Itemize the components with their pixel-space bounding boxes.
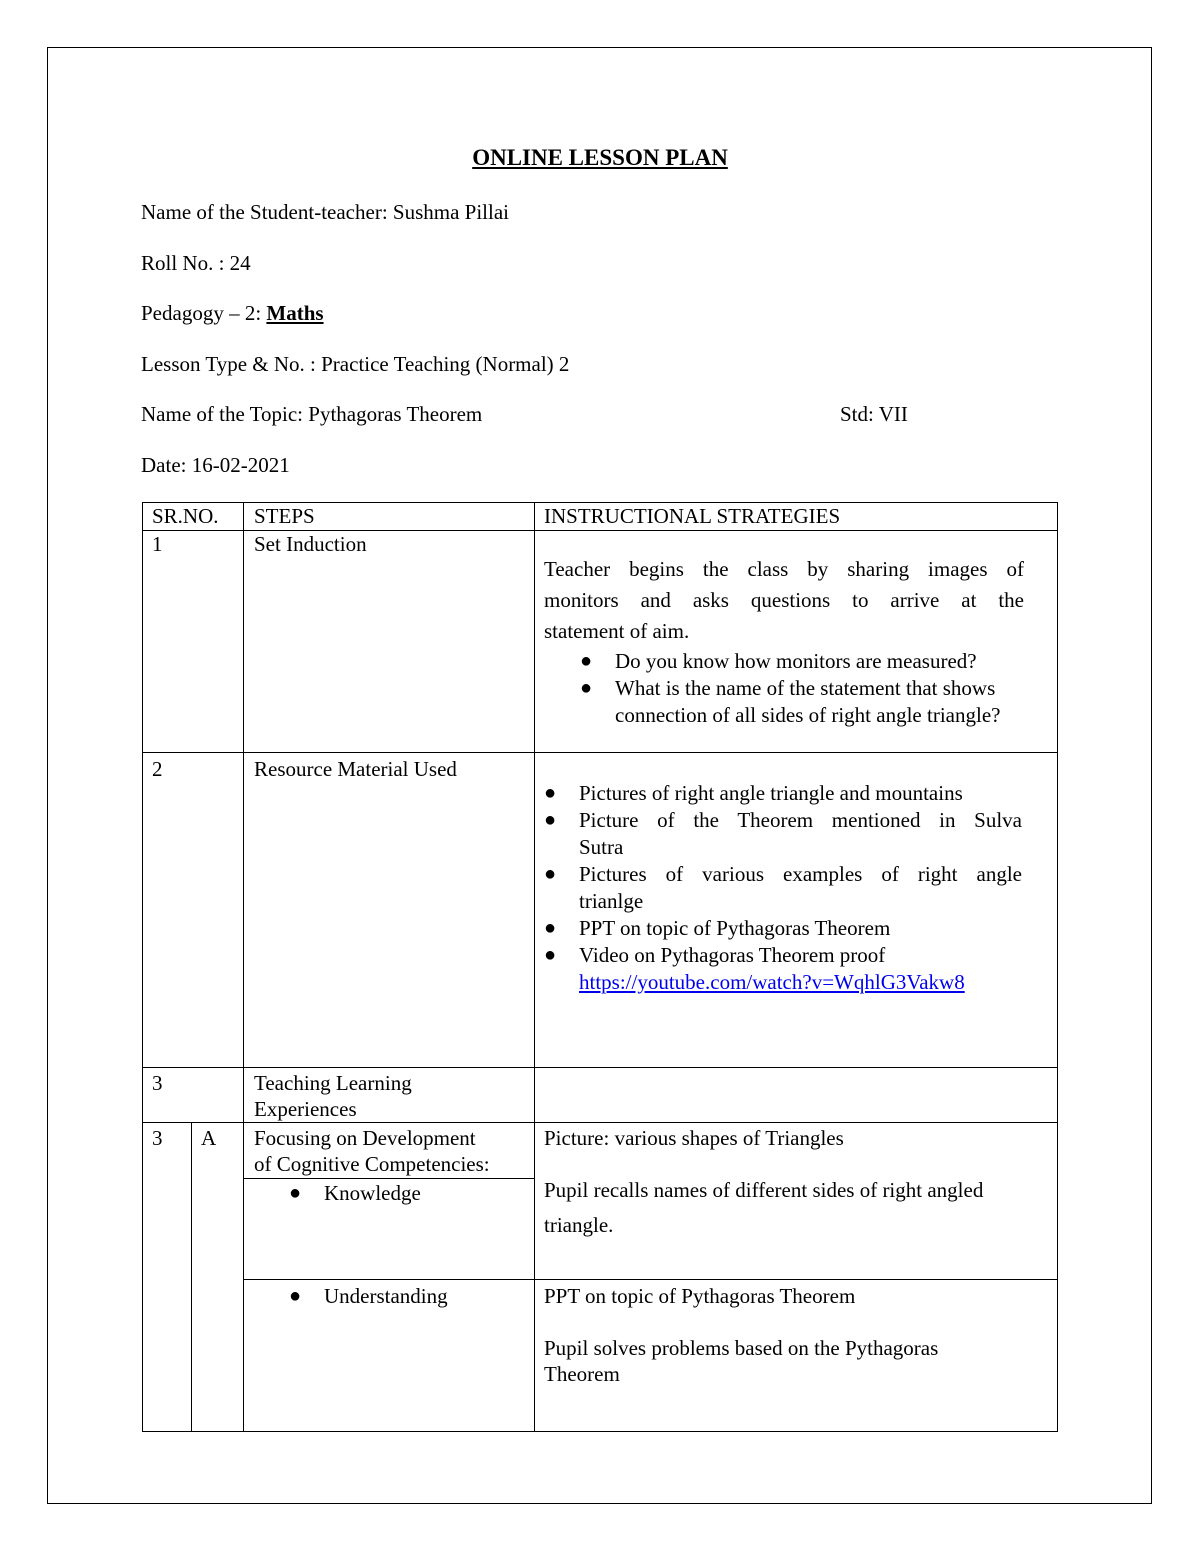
roll-no-line: Roll No. : 24 [141,251,251,275]
row3a-sub: A [201,1126,217,1150]
pedagogy-subject: Maths [266,301,324,325]
topic-line: Name of the Topic: Pythagoras Theorem [141,402,483,426]
row2-border [142,1067,1058,1068]
knowledge-row-border [243,1279,1058,1280]
row1-para-line: Teacher begins the class by sharing images of [544,557,1024,581]
page-title: ONLINE LESSON PLAN [472,145,728,170]
row1-bullets [580,648,1050,729]
bullet-icon: ● [544,782,557,804]
header-strategies: INSTRUCTIONAL STRATEGIES [544,504,841,528]
std-line: Std: VII [840,402,908,426]
bullet-icon: ● [289,1285,302,1307]
row3-sr: 3 [152,1071,163,1095]
row2-bullets [544,780,1024,996]
row3a-step-line: of Cognitive Competencies: [254,1152,490,1176]
list-item: ● Understanding [289,1284,448,1308]
row1-border [142,752,1058,753]
row3a-sr: 3 [152,1126,163,1150]
lesson-type-line: Lesson Type & No. : Practice Teaching (Normal) 2 [141,352,570,376]
knowledge-bullet [289,1180,529,1207]
list-item: ● Pictures of right angle triangle and mountains [544,781,963,805]
video-link[interactable]: https://youtube.com/watch?v=WqhlG3Vakw8 [579,970,965,994]
cognitive-sub-border [243,1178,534,1179]
bullet-icon: ● [580,677,593,699]
bullet-icon: ● [544,917,557,939]
list-item: ● PPT on topic of Pythagoras Theorem [544,916,891,940]
list-item: ● What is the name of the statement that shows [580,676,996,700]
bullet-icon: ● [544,863,557,885]
bullet-icon: ● [544,944,557,966]
row2-step: Resource Material Used [254,757,457,781]
understanding-text-line: Theorem [544,1362,620,1386]
row1-sr: 1 [152,532,163,556]
row3-step-line: Experiences [254,1097,357,1121]
knowledge-text-line: Pupil recalls names of different sides of right angled [544,1178,984,1202]
strategies-col-border [534,502,535,1432]
list-item: ● Pictures of various examples of right angle [544,862,1022,886]
list-item: connection of all sides of right angle triangle? [615,703,1001,727]
date-line: Date: 16-02-2021 [141,453,290,477]
sub-col-border [191,1122,192,1432]
row2-sr: 2 [152,757,163,781]
list-item: ● Picture of the Theorem mentioned in Sulva [544,808,1022,832]
list-item: trianlge [579,889,644,913]
bullet-icon: ● [544,809,557,831]
pedagogy-label: Pedagogy – 2: [141,301,267,325]
bullet-icon: ● [580,650,593,672]
header-steps: STEPS [254,504,315,528]
table-left-border [142,502,143,1432]
row1-para-line: statement of aim. [544,619,690,643]
row1-para-line: monitors and asks questions to arrive at the [544,588,1024,612]
knowledge-picture: Picture: various shapes of Triangles [544,1126,844,1150]
header-sr-no: SR.NO. [152,504,219,528]
understanding-ppt: PPT on topic of Pythagoras Theorem [544,1284,856,1308]
list-item: ● Knowledge [289,1181,421,1205]
list-item: Sutra [579,835,624,859]
table-right-border [1057,502,1058,1432]
list-item: ● Do you know how monitors are measured? [580,649,977,673]
list-item: ● Video on Pythagoras Theorem proof [544,943,886,967]
student-teacher-line: Name of the Student-teacher: Sushma Pillai [141,200,509,224]
pedagogy-line [141,301,324,326]
understanding-text-line: Pupil solves problems based on the Pythagoras [544,1336,939,1360]
understanding-bullet [289,1283,529,1310]
list-item [544,969,1024,996]
row1-paragraph [544,554,1024,647]
knowledge-text-line: triangle. [544,1213,614,1237]
bullet-icon: ● [289,1182,302,1204]
row3-step-line: Teaching Learning [254,1071,412,1095]
row1-step: Set Induction [254,532,367,556]
steps-col-border [243,502,244,1432]
table-bottom-border [142,1431,1058,1432]
row3a-step-line: Focusing on Development [254,1126,476,1150]
